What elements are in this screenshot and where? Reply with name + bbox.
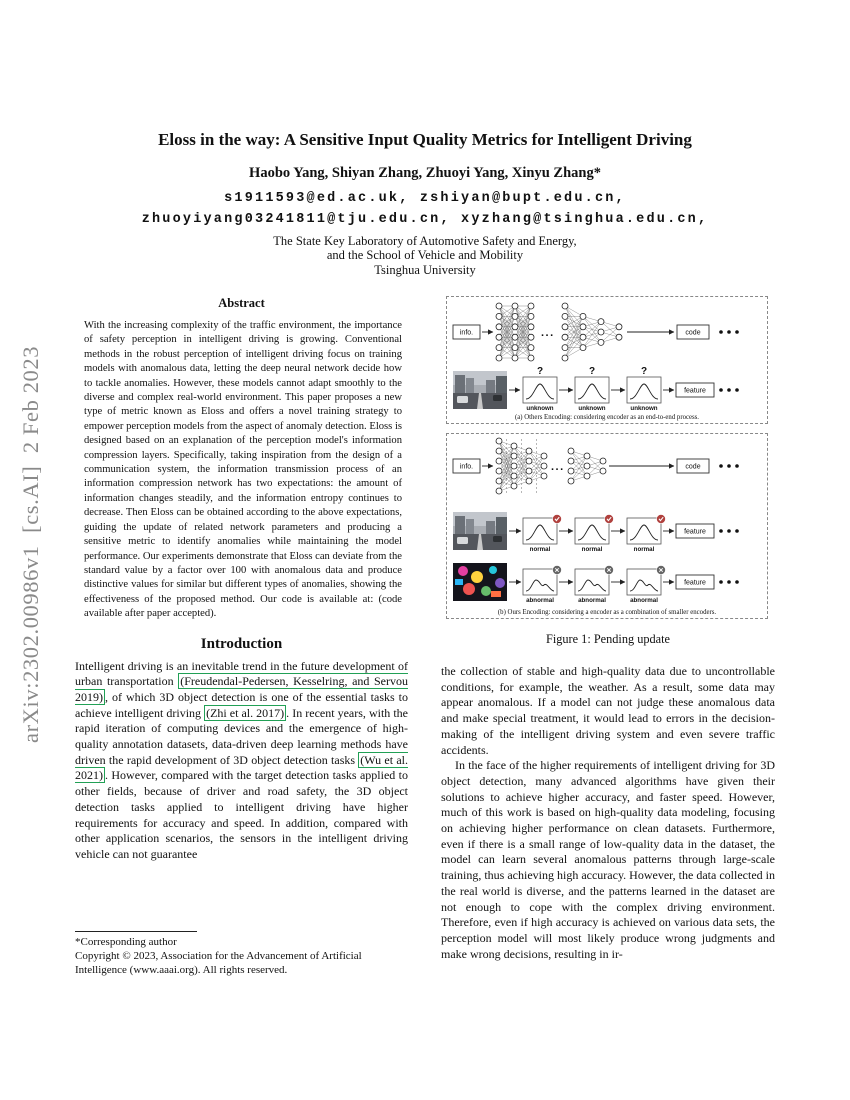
footnote-rule bbox=[75, 931, 197, 932]
net-neuron bbox=[528, 355, 534, 361]
figure-panel-b bbox=[446, 433, 768, 619]
figure-1-caption: Figure 1: Pending update bbox=[546, 632, 670, 646]
abstract-body: With the increasing complexity of the traffic environment, the importance of safety perception in intelligent driving is growing. Conventional methods in the robust perception of intelligent driving focus on training models with anomalous data, letting the deep neural network decide how to tackle anomalies. However, these models cannot adapt smoothly to the diverse and complex real-world environment. This paper proposes a new type of metric known as Eloss and offers a novel training strategy to empower perception models from the aspect of anomaly detection. Eloss is designed based on an explanation of the perception model's information compression layers. Specifically, taking inspiration from the design of a communication system, the information transmission process of an information compression network has two expectations: the amount of information changes steadily, and the information entropy continues to decrease. Then Eloss can be obtained according to the above expectations, guiding the update of related network parameters and producing a sensitive metric to identify anomalies while maintaining the model performance. Our experiments demonstrate that Eloss can deviate from the standard value by a factor over 100 with anomalous data and produce distinctive values for similar but different types of anomalies, showing the effectiveness of the proposed method. Our code is available at: (code available after paper accepted). bbox=[84, 320, 403, 620]
net-neuron bbox=[496, 448, 502, 454]
normal-label: normal bbox=[633, 546, 655, 553]
body-paragraph-1: the collection of stable and high-quality data due to uncontrollable conditions, for example, the weather. As a result, some data may appear anomalous. If a model can not judge these anomalous data and make special treatment, it would lead to errors in the decision-making of the intelligent driving system and even severe traffic accidents. bbox=[441, 664, 775, 757]
body-text-segment: . However, compared with the target detection tasks applied to other fields, because of driver and road safety, the 3D object detection tasks applied to intelligent driving have higher requirements for accuracy and speed. In addition, compared with other application scenarios, the sensors in the intelligent driving vehicle can not guarantee bbox=[75, 768, 408, 861]
net-neuron bbox=[496, 438, 502, 444]
unknown-label: unknown bbox=[630, 405, 658, 412]
net-neuron bbox=[568, 448, 574, 454]
body-text-segment: Intelligent driving is an inevitable trend in the future development of urban transportation bbox=[75, 658, 408, 689]
net-neuron bbox=[496, 303, 502, 309]
distribution-box bbox=[627, 518, 661, 544]
net-neuron bbox=[528, 324, 534, 330]
net-neuron bbox=[526, 448, 532, 454]
footnote bbox=[75, 931, 408, 977]
net-neuron bbox=[568, 468, 574, 474]
affiliation-line-1: The State Key Laboratory of Automotive Safety and Energy, bbox=[273, 234, 577, 248]
net-neuron bbox=[584, 473, 590, 479]
net-neuron bbox=[568, 478, 574, 484]
question-mark: ? bbox=[588, 366, 596, 377]
net-neuron bbox=[541, 463, 547, 469]
net-neuron bbox=[512, 313, 518, 319]
net-neuron bbox=[598, 329, 604, 335]
ellipsis-dots bbox=[719, 388, 739, 392]
net-neuron bbox=[528, 334, 534, 340]
corresponding-author-note: *Corresponding author bbox=[75, 936, 177, 948]
ellipsis-mid: ... bbox=[551, 461, 565, 473]
distribution-box bbox=[627, 569, 661, 595]
panel-b-caption: (b) Ours Encoding: considering a encoder as a combination of smaller encoders. bbox=[497, 609, 717, 616]
authors-line: Haobo Yang, Shiyan Zhang, Zhuoyi Yang, Xinyu Zhang* bbox=[249, 165, 601, 181]
unknown-label: unknown bbox=[578, 405, 606, 412]
affiliation-block bbox=[0, 234, 850, 277]
copyright-notice: Copyright © 2023, Association for the Advancement of Artificial Intelligence (www.aaai.org). All rights reserved. bbox=[75, 949, 362, 976]
citation-link[interactable]: (Freudendal-Pedersen, Kesselring, and Servou 2019) bbox=[75, 674, 409, 704]
right-column bbox=[441, 296, 775, 962]
distribution-box bbox=[575, 569, 609, 595]
abnormal-label: abnormal bbox=[630, 597, 658, 604]
paper-header bbox=[0, 130, 850, 277]
net-connection bbox=[565, 327, 583, 358]
net-neuron bbox=[511, 463, 517, 469]
net-neuron bbox=[541, 453, 547, 459]
encoder-network bbox=[496, 438, 547, 494]
net-neuron bbox=[512, 303, 518, 309]
net-neuron bbox=[598, 319, 604, 325]
distribution-box bbox=[575, 377, 609, 403]
feature-label: feature bbox=[684, 528, 706, 536]
net-neuron bbox=[496, 324, 502, 330]
net-neuron bbox=[496, 334, 502, 340]
abnormal-label: abnormal bbox=[526, 597, 554, 604]
body-text-segment: , of which 3D object detection is one of the essential tasks to achieve intelligent driving bbox=[75, 689, 408, 720]
net-neuron bbox=[580, 345, 586, 351]
feature-label: feature bbox=[684, 387, 706, 395]
cross-badge-icon bbox=[657, 566, 666, 575]
body-text-segment: . In recent years, with the rapid iteration of computing devices and the emergence of high-quality annotation datasets, data-driven deep learning methods have driven the rapid development of 3D object detection tasks bbox=[75, 705, 408, 767]
figure-panel-a bbox=[446, 296, 768, 424]
net-neuron bbox=[511, 443, 517, 449]
arxiv-watermark: arXiv:2302.00986v1 [cs.AI] 2 Feb 2023 bbox=[18, 345, 43, 743]
ellipsis-dots bbox=[719, 464, 739, 468]
net-neuron bbox=[562, 303, 568, 309]
figure-1 bbox=[441, 296, 775, 647]
net-neuron bbox=[528, 313, 534, 319]
net-neuron bbox=[496, 488, 502, 494]
encoder-network bbox=[562, 303, 622, 361]
net-neuron bbox=[512, 355, 518, 361]
distribution-box bbox=[523, 518, 557, 544]
net-neuron bbox=[496, 355, 502, 361]
check-badge-icon bbox=[605, 515, 614, 524]
encoder-network bbox=[568, 448, 606, 484]
net-neuron bbox=[580, 324, 586, 330]
net-neuron bbox=[541, 473, 547, 479]
net-neuron bbox=[511, 473, 517, 479]
net-neuron bbox=[616, 334, 622, 340]
net-neuron bbox=[496, 313, 502, 319]
net-neuron bbox=[584, 463, 590, 469]
net-neuron bbox=[512, 324, 518, 330]
net-neuron bbox=[562, 313, 568, 319]
street-scene-image bbox=[453, 371, 507, 409]
net-neuron bbox=[511, 453, 517, 459]
encoder-network bbox=[496, 303, 534, 361]
feature-label: feature bbox=[684, 579, 706, 587]
body-paragraph-2: In the face of the higher requirements of intelligent driving for 3D object detection, many advanced algorithms have given their solutions to achieve higher accuracy, and faster speed. However, much of this work is based on high-quality data modeling, focusing on achieving higher performance on clean datasets. Furthermore, even if there is a small range of low-quality data in the dataset, the model can learn several anomalous patterns through large-scale training, thus achieving high accuracy. However, the data collected in the real world is diverse, and the patterns learned in the dataset are not enough to cope with the complex driving environment. Therefore, even if high accuracy is achieved on various data sets, the perception model will most likely produce wrong judgments and make wrong decisions, resulting in ir- bbox=[441, 758, 775, 961]
abnormal-label: abnormal bbox=[578, 597, 606, 604]
net-neuron bbox=[562, 355, 568, 361]
net-neuron bbox=[512, 345, 518, 351]
net-neuron bbox=[496, 478, 502, 484]
net-neuron bbox=[526, 458, 532, 464]
net-neuron bbox=[562, 345, 568, 351]
figure-panel-b-canvas bbox=[447, 434, 767, 618]
affiliation-line-2: and the School of Vehicle and Mobility bbox=[326, 248, 524, 263]
abstract-heading: Abstract bbox=[218, 296, 265, 310]
ellipsis-dots bbox=[719, 529, 739, 533]
ellipsis-dots bbox=[719, 330, 739, 334]
distribution-box bbox=[627, 377, 661, 403]
unknown-label: unknown bbox=[526, 405, 554, 412]
figure-panel-a-canvas bbox=[447, 297, 767, 423]
net-neuron bbox=[584, 453, 590, 459]
net-neuron bbox=[562, 334, 568, 340]
net-neuron bbox=[496, 345, 502, 351]
introduction-heading: Introduction bbox=[200, 635, 283, 652]
net-connection bbox=[601, 327, 619, 343]
check-badge-icon bbox=[657, 515, 666, 524]
ellipsis-dots bbox=[719, 580, 739, 584]
left-column bbox=[75, 296, 408, 863]
email-line-1: s1911593@ed.ac.uk, zshiyan@bupt.edu.cn, bbox=[224, 191, 626, 206]
affiliation-line-3: Tsinghua University bbox=[374, 262, 476, 277]
citation-link[interactable]: (Zhi et al. 2017) bbox=[206, 705, 285, 720]
net-neuron bbox=[526, 478, 532, 484]
net-neuron bbox=[512, 334, 518, 340]
panel-a-caption: (a) Others Encoding: considering encoder as an end-to-end process. bbox=[514, 414, 700, 421]
net-neuron bbox=[580, 334, 586, 340]
cross-badge-icon bbox=[553, 566, 562, 575]
net-neuron bbox=[598, 339, 604, 345]
net-neuron bbox=[496, 458, 502, 464]
net-neuron bbox=[580, 313, 586, 319]
ellipsis-mid: ... bbox=[541, 327, 555, 339]
info-label: info. bbox=[459, 463, 474, 471]
cross-badge-icon bbox=[605, 566, 614, 575]
net-neuron bbox=[600, 468, 606, 474]
check-badge-icon bbox=[553, 515, 562, 524]
distribution-box bbox=[575, 518, 609, 544]
question-mark: ? bbox=[640, 366, 648, 377]
distribution-box bbox=[523, 569, 557, 595]
normal-label: normal bbox=[529, 546, 551, 553]
net-neuron bbox=[496, 468, 502, 474]
net-neuron bbox=[562, 324, 568, 330]
net-neuron bbox=[568, 458, 574, 464]
introduction-body bbox=[75, 659, 408, 863]
anomalous-image bbox=[453, 563, 507, 601]
citation-link[interactable]: (Wu et al. 2021) bbox=[75, 752, 408, 783]
net-neuron bbox=[600, 458, 606, 464]
paper-title: Eloss in the way: A Sensitive Input Quality Metrics for Intelligent Driving bbox=[158, 130, 692, 149]
net-neuron bbox=[526, 468, 532, 474]
net-neuron bbox=[511, 483, 517, 489]
email-line-2: zhuoyiyang03241811@tju.edu.cn, xyzhang@tsinghua.edu.cn, bbox=[141, 212, 709, 227]
code-label: code bbox=[685, 463, 701, 471]
net-neuron bbox=[528, 303, 534, 309]
net-neuron bbox=[528, 345, 534, 351]
code-label: code bbox=[685, 329, 701, 337]
street-scene-image bbox=[453, 512, 507, 550]
distribution-box bbox=[523, 377, 557, 403]
question-mark: ? bbox=[536, 366, 544, 377]
net-neuron bbox=[616, 324, 622, 330]
info-label: info. bbox=[459, 329, 474, 337]
normal-label: normal bbox=[581, 546, 603, 553]
